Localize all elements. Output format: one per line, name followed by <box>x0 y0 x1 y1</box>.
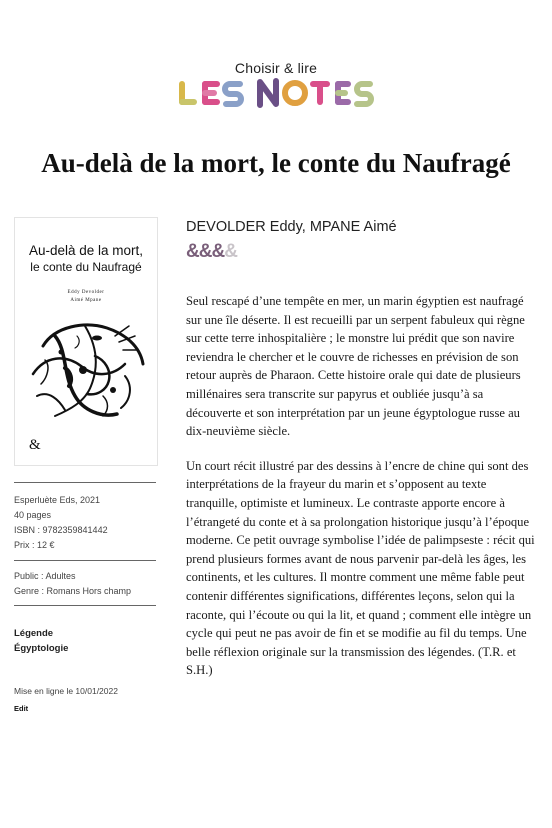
publication-date: Mise en ligne le 10/01/2022 <box>14 686 118 696</box>
cover-title-line1: Au-delà de la mort, <box>28 243 144 258</box>
review-paragraph-1: Seul rescapé d’une tempête en mer, un marin égyptien est naufragé sur une île déserte. Il est recueilli par un serpent fabuleux qui règne sur cette terre inhospitalière ; le monstre lui prédit que son navire reviendra le chercher et le couvre de richesses en prévision de son retour auprès de Pharaon. Cette histoire orale qui date de plusieurs millénaires sera transcrite sur papyrus et oubliée jusqu’à sa découverte et son interprétation par un jeune égyptologue russe au dix-neuvième siècle. <box>186 294 525 439</box>
book-classification <box>14 569 156 599</box>
book-publisher[interactable]: Esperluète Eds, 2021 <box>14 495 101 505</box>
book-price: Prix : 12 € <box>14 540 55 550</box>
site-tagline: Choisir & lire <box>234 60 318 76</box>
cover-authors <box>15 289 157 305</box>
tag-list <box>14 626 68 656</box>
review-paragraph-2: Un court récit illustré par des dessins à l’encre de chine qui sont des interprétations de la frayeur du marin et s’opposent au texte tranquille, optimiste et lumineux. Le contraste apporte encore à l’étrangeté du conte et à sa prolongation historique jusqu’à l’époque moderne. Ce petit ouvrage symbolise l’idée de palimpseste : récit qui prend plusieurs formes avant de nous parvenir par-delà les âges, les continents, et les cultures. Il montre comment une même fable peut contenir différentes significations, différentes leçons, selon qui la raconte, qui l’écoute ou qui la lit, et quand ; comment elle intègre un cycle qui peut ne pas avoir de fin et se modifie au fil du temps. Une belle réflexion originale sur la transmission des légendes. (T.R. et S.H.) <box>186 458 535 678</box>
book-genre[interactable]: Genre : Romans Hors champ <box>14 586 132 596</box>
book-audience[interactable]: Public : Adultes <box>14 571 76 581</box>
rating-symbol-2: & <box>198 241 212 262</box>
sidebar-divider <box>14 482 156 483</box>
cover-publisher-mark: & <box>29 437 41 453</box>
cover-author-1: Eddy Devolder <box>67 290 105 295</box>
book-cover <box>14 217 158 466</box>
tag-link[interactable]: Légende <box>14 628 54 639</box>
review-body <box>186 292 538 696</box>
rating-symbol-4: & <box>224 241 237 262</box>
les-notes-logo-icon <box>176 78 376 108</box>
rating-symbol-3: & <box>211 241 225 262</box>
tag-link[interactable]: Égyptologie <box>14 643 69 654</box>
page-title: Au-delà de la mort, le conte du Naufragé <box>41 148 511 178</box>
rating-symbol-1: & <box>186 241 199 262</box>
book-details <box>14 493 156 553</box>
sidebar-divider <box>14 560 156 561</box>
sidebar-divider <box>14 605 156 606</box>
cover-title <box>15 243 157 275</box>
site-logo[interactable] <box>0 60 552 108</box>
cover-ink-drawing-icon <box>25 306 149 426</box>
book-pages: 40 pages <box>14 510 52 520</box>
cover-author-2: Aimé Mpane <box>70 298 102 303</box>
rating-stars <box>186 241 237 263</box>
book-authors[interactable]: DEVOLDER Eddy, MPANE Aimé <box>186 219 397 235</box>
edit-link[interactable]: Edit <box>14 704 29 713</box>
cover-title-line2: le conte du Naufragé <box>30 260 142 274</box>
book-isbn: ISBN : 9782359841442 <box>14 525 108 535</box>
